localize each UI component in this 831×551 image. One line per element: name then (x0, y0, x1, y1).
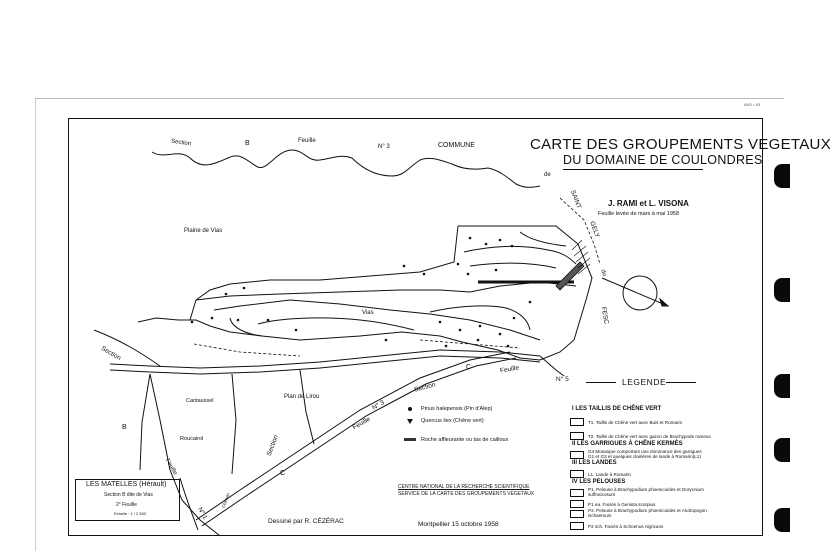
stamp-line-sheet: 2° Feuille (116, 502, 137, 508)
label-c-vertical: C (280, 470, 286, 477)
parcel-outline (232, 374, 236, 474)
pine-symbol (459, 329, 462, 332)
label-section: Section (170, 138, 192, 148)
map-subtitle: DU DOMAINE DE COULONDRES (563, 153, 763, 167)
hatch-mark (572, 240, 582, 250)
hatch-mark (574, 246, 586, 256)
symbol-keys (402, 404, 418, 444)
pine-symbol (529, 301, 532, 304)
parcel-outline (300, 370, 314, 444)
institution-line-1: CENTRE NATIONAL DE LA RECHERCHE SCIENTIFIQUE (398, 484, 530, 490)
label-n5: N° 5 (556, 376, 569, 383)
binder-hole (774, 438, 790, 462)
pine-symbol (211, 317, 214, 320)
pine-symbol (457, 263, 460, 266)
pine-symbol (513, 317, 516, 320)
label-section-mid: Section (413, 381, 437, 394)
legend-item: P2. Pelouse à Brachypodium phoenicoides et Andropogon ischaemum (588, 508, 707, 519)
label-chemin: Chemin (220, 492, 231, 509)
subtitle-underline (563, 169, 703, 170)
label-fesc: FESC (599, 306, 610, 325)
legend-item: P1 ea. Faciès à Genista scorpius (588, 502, 656, 507)
pine-symbol (439, 321, 442, 324)
pine-symbol (237, 319, 240, 322)
legend-swatch (570, 489, 584, 497)
legend-rule-left (586, 382, 616, 383)
binder-hole (774, 278, 790, 302)
label-roucairol: Roucairol (180, 436, 204, 442)
pine-symbol (403, 265, 406, 268)
label-feuille: Feuille (298, 138, 316, 144)
legend-item: L1. Lande à Romarin (588, 472, 631, 477)
pine-symbol (225, 293, 228, 296)
label-n1: N° 1 (196, 506, 209, 521)
label-section-letter: B (245, 140, 250, 147)
pine-symbol (469, 237, 472, 240)
label-n3-low: N° 3 (371, 399, 386, 412)
label-feuille-mid: Feuille (499, 364, 520, 375)
label-feuille-left-low: Feuille (163, 457, 178, 477)
legend-heading: LEGENDE (622, 377, 667, 387)
rock-key-icon (404, 438, 416, 441)
label-plaine-de-vias: Plaine de Vias (184, 228, 223, 234)
binder-hole (774, 164, 790, 188)
label-section-left-letter: B (122, 424, 127, 431)
pine-symbol (467, 273, 470, 276)
zone-line (470, 263, 556, 268)
legend-group-title: I LES TAILLIS DE CHÊNE VERT (572, 406, 662, 412)
pine-symbol (385, 339, 388, 342)
pine-key-icon (408, 407, 412, 411)
parcel-outline (196, 282, 576, 300)
zone-line (230, 318, 262, 336)
parcel-outline (190, 226, 458, 320)
pine-symbol (267, 319, 270, 322)
legend-item: P2 sch. Faciès à Schoenus nigricans (588, 524, 664, 529)
label-n3: N° 3 (378, 144, 390, 150)
label-du: du (599, 268, 608, 278)
pine-symbol (423, 273, 426, 276)
pine-symbol (499, 239, 502, 242)
corner-code: AVO • 83 (744, 102, 761, 107)
pine-symbol (485, 243, 488, 246)
label-section-vertical: Section (265, 434, 280, 457)
stamp-line-scale: Echelle : 1 / 2 500 (114, 511, 147, 516)
legend-swatch (570, 522, 584, 530)
symbol-label-rock: Roche affleurante ou tas de cailloux (421, 437, 509, 443)
label-section-left: Section (99, 345, 122, 362)
north-arrow (602, 276, 668, 310)
legend-swatch (570, 510, 584, 518)
legend-swatch (570, 500, 584, 508)
pine-symbol (295, 329, 298, 332)
stamp-line-section: Section B dite de Vias (104, 492, 153, 498)
zone-line (520, 232, 566, 246)
legend-item: G4 Mosaïque comportant une dominance des garrigues G1 et G3 et quelques clairières de lande à Romarin(L1) (588, 449, 702, 460)
pine-symbol (477, 339, 480, 342)
dashed-boundary (194, 344, 300, 356)
legend-group-title: III LES LANDES (572, 460, 617, 466)
stamp-line-commune: LES MATELLES (Hérault) (86, 481, 167, 488)
legend-group-title: IV LES PELOUSES (572, 479, 626, 485)
map-title: CARTE DES GROUPEMENTS VEGETAUX (530, 136, 831, 153)
parcel-outline (140, 374, 150, 470)
binder-hole (774, 508, 790, 532)
legend-item: T1. Taillis de Chêne vert avec Buis et Romarin (588, 420, 683, 425)
oak-key-icon (407, 419, 413, 424)
legend-swatch (570, 418, 584, 426)
authors: J. RAMI et L. VISONA (608, 199, 689, 208)
dashed-boundary (420, 340, 520, 348)
pine-symbol (499, 333, 502, 336)
road (540, 356, 564, 376)
pine-symbol (511, 245, 514, 248)
pine-symbol (191, 321, 194, 324)
commune-boundary (152, 150, 540, 187)
pine-symbol (243, 287, 246, 290)
label-plan-de-lirou: Plan de Lirou (284, 394, 320, 400)
label-gely: GELY (588, 220, 601, 239)
zone-line (464, 246, 576, 264)
legend-group-title: II LES GARRIGUES À CHÊNE KERMÈS (572, 441, 683, 447)
label-section-mid-letter: C (466, 364, 472, 371)
label-commune: COMMUNE (438, 142, 475, 149)
legend-item: T2. Taillis de Chêne vert avec gazon de Brachypode rameux (588, 434, 711, 439)
drawn-by: Dessiné par R. CÉZÉRAC (268, 518, 344, 525)
binder-hole (774, 374, 790, 398)
pine-symbol (495, 269, 498, 272)
symbol-label-pine: Pinus halepensis (Pin d'Alep) (421, 406, 493, 412)
legend-swatch (570, 470, 584, 478)
legend-swatch (570, 432, 584, 440)
symbol-label-oak: Quercus ilex (Chêne vert) (421, 418, 484, 424)
survey-dates: Feuille levée de mars à mai 1958 (598, 211, 680, 217)
institution-line-2: SERVICE DE LA CARTE DES GROUPEMENTS VEGETAUX (398, 491, 535, 497)
pine-symbol (507, 345, 510, 348)
label-vias: Vias (362, 310, 374, 316)
legend-rule-right (666, 382, 696, 383)
legend-swatch (570, 451, 584, 459)
zone-line (258, 318, 414, 330)
label-de: de (544, 172, 551, 178)
label-cantaussel: Cantaussel (186, 398, 214, 404)
place-date: Montpellier 15 octobre 1958 (418, 521, 499, 528)
path (180, 478, 198, 530)
legend-item: P1. Pelouse à Brachypodium phoenicoides et Dorycnium suffruticosum (588, 487, 704, 498)
pine-symbol (479, 325, 482, 328)
pine-symbol (445, 345, 448, 348)
label-feuille-low: Feuille (351, 415, 372, 432)
label-saint: SAINT (569, 189, 583, 210)
